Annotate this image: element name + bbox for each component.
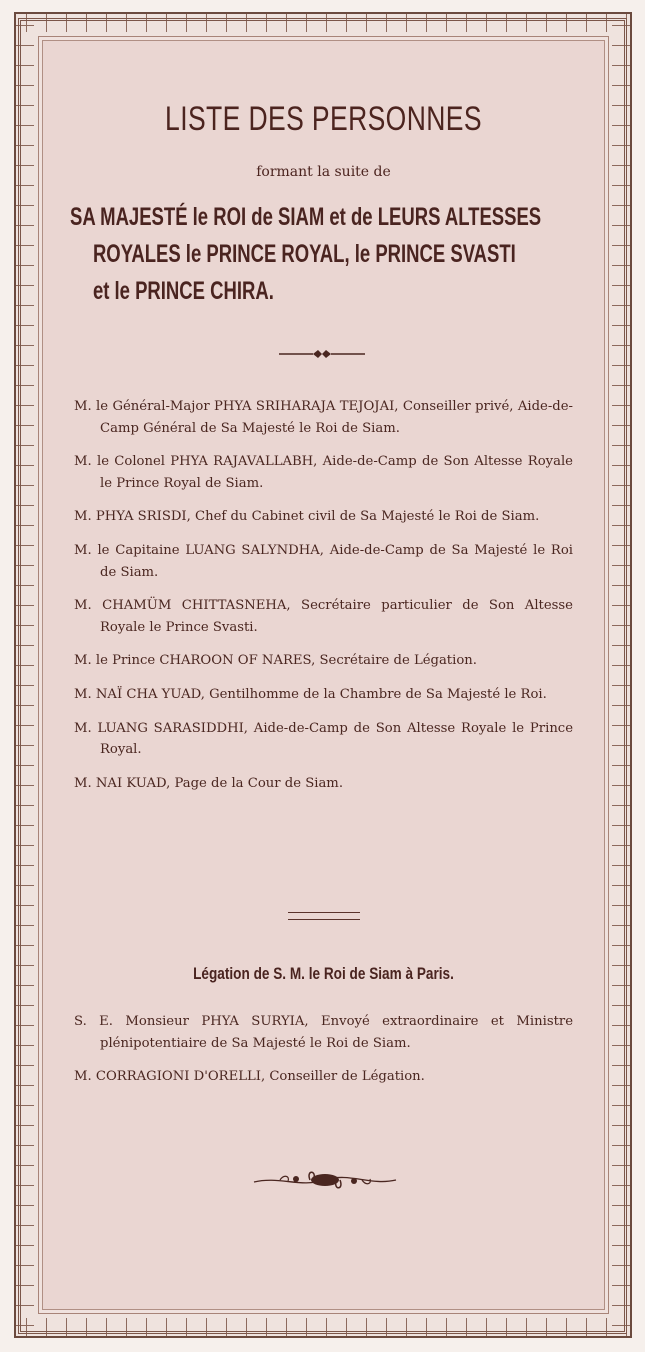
document-headline xyxy=(70,199,575,310)
legation-section-title: Légation de S. M. le Roi de Siam à Paris. xyxy=(193,964,454,983)
separator-ornament-icon xyxy=(277,348,367,360)
legation-list xyxy=(74,1011,573,1100)
list-item: M. le Général-Major PHYA SRIHARAJA TEJOJAI, Conseiller privé, Aide-de-Camp Général de Sa Majesté le Roi de Siam. xyxy=(74,399,573,436)
headline-line-2: ROYALES le PRINCE ROYAL, le PRINCE SVASTI xyxy=(92,240,516,268)
list-item: M. CORRAGIONI D'ORELLI, Conseiller de Légation. xyxy=(74,1069,425,1085)
list-item: M. PHYA SRISDI, Chef du Cabinet civil de Sa Majesté le Roi de Siam. xyxy=(74,509,540,525)
list-item: M. LUANG SARASIDDHI, Aide-de-Camp de Son Altesse Royale le Prince Royal. xyxy=(74,720,573,758)
fleuron-icon xyxy=(250,1166,400,1194)
headline-line-1: SA MAJESTÉ le ROI de SIAM et de LEURS ALTESSES xyxy=(70,203,542,231)
list-item: M. le Colonel PHYA RAJAVALLABH, Aide-de-Camp de Son Altesse Royale le Prince Royal de Siam. xyxy=(74,454,573,491)
double-rule-divider xyxy=(288,912,360,920)
document-title: LISTE DES PERSONNES xyxy=(165,100,482,138)
suite-list xyxy=(74,396,573,807)
list-item: M. NAI KUAD, Page de la Cour de Siam. xyxy=(74,776,344,791)
list-item: M. le Prince CHAROON OF NARES, Secrétaire de Légation. xyxy=(74,653,477,669)
list-item: M. CHAMÜM CHITTASNEHA, Secrétaire particulier de Son Altesse Royale le Prince Svasti. xyxy=(74,598,573,635)
list-item: M. NAÏ CHA YUAD, Gentilhomme de la Chambre de Sa Majesté le Roi. xyxy=(74,687,547,703)
list-item: S. E. Monsieur PHYA SURYIA, Envoyé extraordinaire et Ministre plénipotentiaire de Sa Majesté le Roi de Siam. xyxy=(74,1014,573,1051)
list-item: M. le Capitaine LUANG SALYNDHA, Aide-de-Camp de Sa Majesté le Roi de Siam. xyxy=(74,543,573,580)
headline-line-3: et le PRINCE CHIRA. xyxy=(92,277,274,305)
document-subtitle: formant la suite de xyxy=(256,164,391,180)
